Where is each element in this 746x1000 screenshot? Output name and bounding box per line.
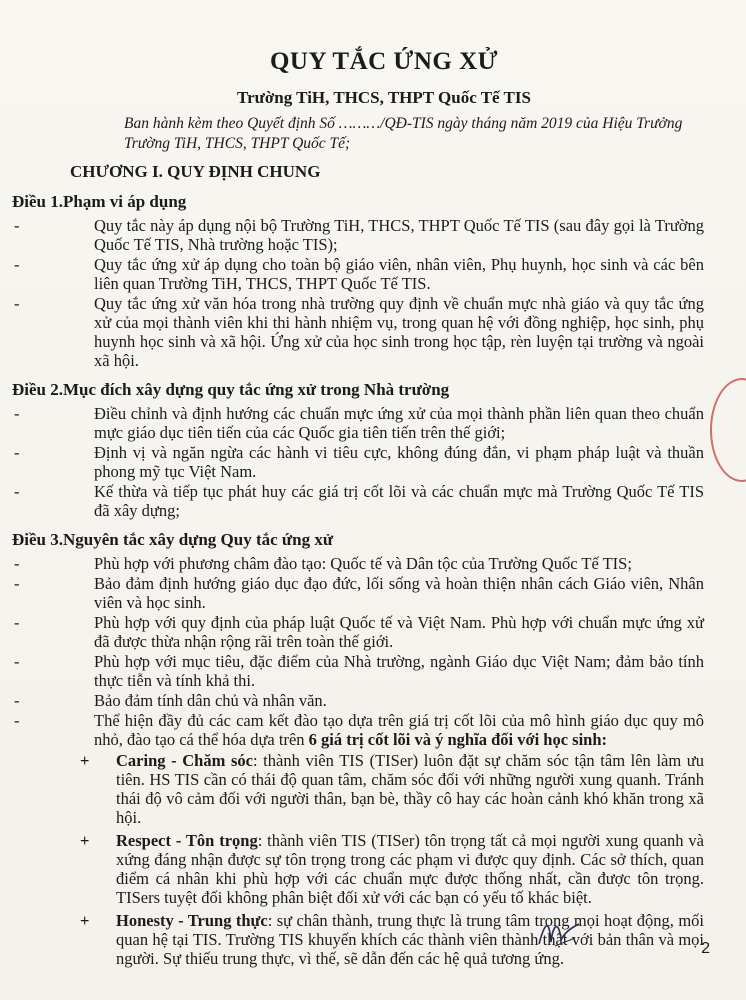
article-2-list (14, 404, 704, 520)
list-item: - Quy tắc ứng xử áp dụng cho toàn bộ giáo viên, nhân viên, Phụ huynh, học sinh và các bên liên quan Trường TiH, THCS, THPT Quốc Tế TIS. (14, 255, 704, 293)
article-1-list (14, 216, 704, 370)
core-value-honesty: + Honesty - Trung thực: sự chân thành, trung thực là trung tâm trong mọi hoạt động, mối quan hệ tại TIS. Trường TIS khuyến khích các thành viên thành thật với bản thân và mọi người. Sự thiếu trung thực, vì thế, sẽ dẫn đến các hệ quả tương ứng. (80, 911, 704, 968)
page-number: 2 (701, 940, 710, 957)
list-item: - Bảo đảm định hướng giáo dục đạo đức, lối sống và hoàn thiện nhân cách Giáo viên, Nhân viên và học sinh. (14, 574, 704, 612)
article-3-heading: Điều 3.Nguyên tắc xây dựng Quy tắc ứng xử (12, 530, 334, 549)
document-title: QUY TẮC ỨNG XỬ (269, 48, 499, 75)
core-value-caring: + Caring - Chăm sóc: thành viên TIS (TISer) luôn đặt sự chăm sóc tận tâm lên làm ưu tiên. HS TIS cần có thái độ quan tâm, chăm sóc đối với những người xung quanh. Tránh thái độ vô cảm đối với người thân, bạn bè, thầy cô hay các hoàn cảnh khó khăn trong xã hội. (80, 751, 705, 827)
list-item: - Bảo đảm tính dân chủ và nhân văn. (14, 691, 327, 710)
list-item: - Quy tắc ứng xử văn hóa trong nhà trường quy định về chuẩn mực nhà giáo và quy tắc ứng xử của mọi thành viên khi thi hành nhiệm vụ, trong quan hệ với đồng nghiệp, học sinh, phụ huynh học sinh và xã hội. Ứng xử của học sinh trong học tập, rèn luyện tại trường và ngoài xã hội. (14, 294, 704, 370)
article-3-list (14, 554, 704, 749)
school-name: Trường TiH, THCS, THPT Quốc Tế TIS (237, 88, 531, 107)
list-item: - Phù hợp với mục tiêu, đặc điểm của Nhà trường, ngành Giáo dục Việt Nam; đảm bảo tính thực tiễn và tính khả thi. (14, 652, 704, 690)
core-value-respect: + Respect - Tôn trọng: thành viên TIS (TISer) tôn trọng tất cả mọi người xung quanh và xứng đáng nhận được sự tôn trọng trong các phạm vi được quy định. Các sở thích, quan điểm cá nhân khi phù hợp với các chuẩn mực được thống nhất, cần được tôn trọng. TISers tuyệt đối không phân biệt đối xử với các bạn có yếu tố khác biệt. (80, 831, 704, 907)
list-item: - Kế thừa và tiếp tục phát huy các giá trị cốt lõi và các chuẩn mực mà Trường Quốc Tế TIS đã xây dựng; (14, 482, 704, 520)
list-item: - Phù hợp với phương châm đào tạo: Quốc tế và Dân tộc của Trường Quốc Tế TIS; (14, 554, 632, 573)
chapter-heading: CHƯƠNG I. QUY ĐỊNH CHUNG (70, 162, 321, 181)
list-item: - Định vị và ngăn ngừa các hành vi tiêu cực, không đúng đắn, vi phạm pháp luật và thuần phong mỹ tục Việt Nam. (14, 443, 704, 481)
list-item: - Thể hiện đầy đủ các cam kết đào tạo dựa trên giá trị cốt lõi của mô hình giáo dục quy mô nhỏ, đào tạo cá thể hóa dựa trên 6 giá trị cốt lõi và ý nghĩa đối với học sinh: (14, 711, 704, 749)
decree-line: Ban hành kèm theo Quyết định Số ………/QĐ-TIS ngày tháng năm 2019 của Hiệu Trưởng Trường TiH, THCS, THPT Quốc Tế; (124, 115, 683, 152)
red-stamp-seal (710, 378, 746, 482)
article-2-heading: Điều 2.Mục đích xây dựng quy tắc ứng xử trong Nhà trường (12, 380, 450, 399)
article-1-heading: Điều 1.Phạm vi áp dụng (12, 192, 187, 211)
document-body (12, 40, 705, 972)
list-item: - Điều chỉnh và định hướng các chuẩn mực ứng xử của mọi thành phần liên quan theo chuẩn mực giáo dục tiên tiến của các Quốc gia tiên tiến trên thế giới; (14, 404, 704, 442)
handwritten-signature (535, 912, 585, 952)
list-item: - Quy tắc này áp dụng nội bộ Trường TiH, THCS, THPT Quốc Tế TIS (sau đây gọi là Trường Quốc Tế TIS, Nhà trường hoặc TIS); (14, 216, 704, 254)
core-values-list (64, 751, 704, 968)
list-item: - Phù hợp với quy định của pháp luật Quốc tế và Việt Nam. Phù hợp với chuẩn mực ứng xử đã được thừa nhận rộng rãi trên toàn thế giới. (14, 613, 704, 651)
